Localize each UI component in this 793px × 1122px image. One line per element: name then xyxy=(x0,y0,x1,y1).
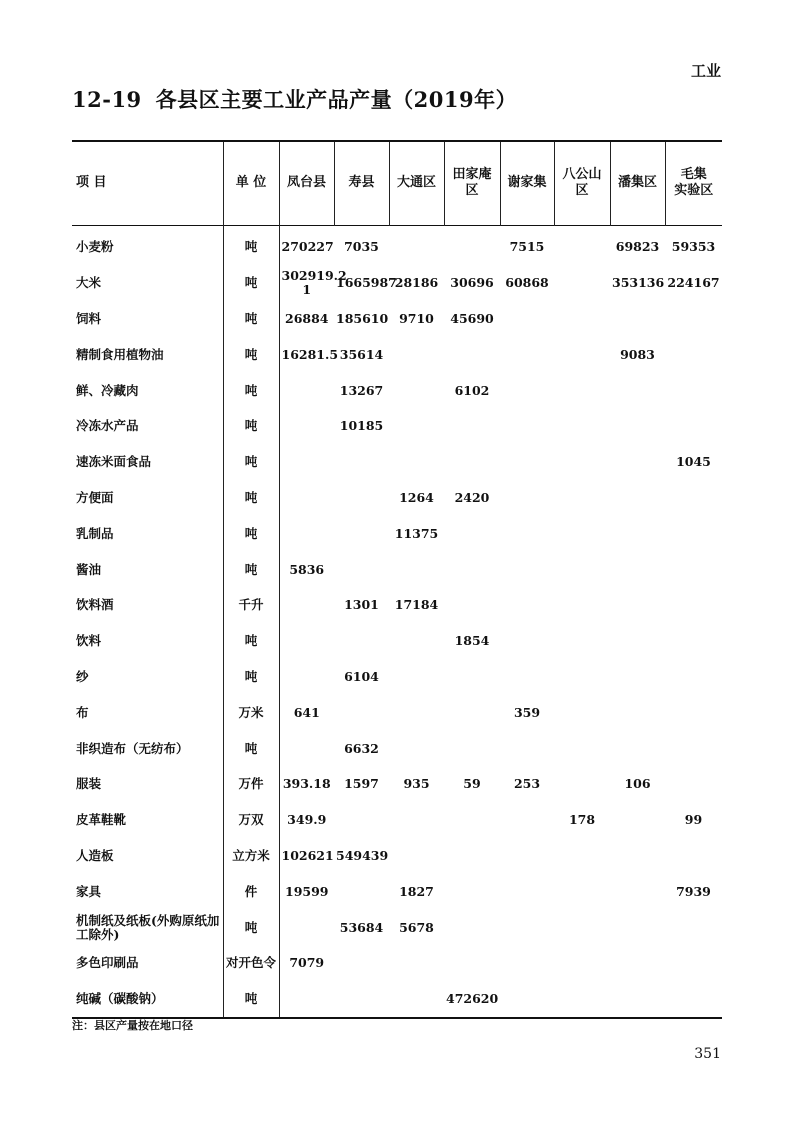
value-cell xyxy=(334,552,389,588)
unit: 吨 xyxy=(223,444,279,480)
header-item: 项 目 xyxy=(72,141,223,225)
value-cell xyxy=(279,623,334,659)
value-cell: 270227 xyxy=(281,239,334,255)
header-district: 大通区 xyxy=(389,141,444,225)
product-name: 乳制品 xyxy=(72,516,223,552)
value-cell: 6104 xyxy=(344,668,379,684)
value-cell xyxy=(279,659,334,695)
unit: 吨 xyxy=(223,337,279,373)
value-cell: 1301 xyxy=(344,597,379,613)
value-cell xyxy=(444,838,500,874)
unit: 吨 xyxy=(223,480,279,516)
production-table xyxy=(72,140,722,1019)
value-cell xyxy=(554,301,610,337)
table-row xyxy=(72,731,722,767)
value-cell: 5836 xyxy=(289,561,325,577)
product-name: 饮料酒 xyxy=(72,587,223,623)
product-name: 布 xyxy=(72,695,223,731)
value-cell xyxy=(610,659,665,695)
value-cell: 935 xyxy=(403,776,430,792)
value-cell xyxy=(444,552,500,588)
value-cell xyxy=(500,659,554,695)
value-cell xyxy=(665,408,722,444)
value-cell: 53684 xyxy=(339,919,384,935)
value-cell: 26884 xyxy=(285,310,329,326)
header-district: 潘集区 xyxy=(610,141,665,225)
product-name: 非织造布（无纺布） xyxy=(72,731,223,767)
product-name: 速冻米面食品 xyxy=(72,444,223,480)
value-cell xyxy=(610,945,665,981)
value-cell: 253 xyxy=(513,776,541,792)
header-district: 田家庵区 xyxy=(444,141,500,225)
value-cell xyxy=(444,695,500,731)
page-title xyxy=(72,84,517,114)
value-cell: 10185 xyxy=(339,418,384,434)
product-name: 纯碱（碳酸钠） xyxy=(72,981,223,1018)
value-cell xyxy=(500,301,554,337)
value-cell xyxy=(554,945,610,981)
table-row xyxy=(72,659,722,695)
value-cell xyxy=(444,516,500,552)
value-cell xyxy=(554,623,610,659)
value-cell: 59 xyxy=(463,776,481,792)
value-cell xyxy=(444,408,500,444)
product-name: 冷冻水产品 xyxy=(72,408,223,444)
value-cell xyxy=(665,945,722,981)
value-cell xyxy=(500,480,554,516)
value-cell xyxy=(610,910,665,946)
product-name: 鲜、冷藏肉 xyxy=(72,373,223,409)
value-cell: 1597 xyxy=(344,776,379,792)
value-cell xyxy=(665,337,722,373)
value-cell xyxy=(500,516,554,552)
value-cell xyxy=(665,731,722,767)
value-cell xyxy=(610,552,665,588)
value-cell: 353136 xyxy=(612,275,665,291)
value-cell xyxy=(554,731,610,767)
value-cell xyxy=(554,981,610,1018)
product-name: 饲料 xyxy=(72,301,223,337)
value-cell xyxy=(665,910,722,946)
value-cell xyxy=(334,695,389,731)
value-cell xyxy=(610,874,665,910)
value-cell xyxy=(610,802,665,838)
value-cell: 17184 xyxy=(394,597,439,613)
value-cell xyxy=(500,337,554,373)
unit: 万米 xyxy=(223,695,279,731)
table-row xyxy=(72,945,722,981)
value-cell: 359 xyxy=(513,704,541,720)
value-cell: 19599 xyxy=(285,883,329,899)
value-cell: 1045 xyxy=(676,454,711,470)
value-cell: 1264 xyxy=(399,489,434,505)
value-cell xyxy=(389,945,444,981)
value-cell xyxy=(389,838,444,874)
table-row xyxy=(72,874,722,910)
value-cell xyxy=(334,516,389,552)
value-cell xyxy=(389,623,444,659)
value-cell xyxy=(554,910,610,946)
value-cell xyxy=(500,981,554,1018)
table-title: 各县区主要工业产品产量（2019年） xyxy=(155,87,518,112)
value-cell xyxy=(389,373,444,409)
value-cell xyxy=(500,408,554,444)
unit: 吨 xyxy=(223,623,279,659)
table-header xyxy=(72,141,722,225)
value-cell xyxy=(610,981,665,1018)
table-row xyxy=(72,981,722,1018)
value-cell xyxy=(444,874,500,910)
value-cell xyxy=(444,225,500,265)
unit: 吨 xyxy=(223,516,279,552)
value-cell xyxy=(500,731,554,767)
value-cell xyxy=(500,444,554,480)
unit: 吨 xyxy=(223,225,279,265)
value-cell xyxy=(610,301,665,337)
value-cell xyxy=(554,444,610,480)
page-number: 351 xyxy=(694,1046,721,1062)
table-row xyxy=(72,516,722,552)
value-cell: 7515 xyxy=(509,239,545,255)
unit: 吨 xyxy=(223,659,279,695)
value-cell: 60868 xyxy=(505,275,549,291)
value-cell xyxy=(610,444,665,480)
value-cell: 69823 xyxy=(615,239,660,255)
product-name: 纱 xyxy=(72,659,223,695)
value-cell: 5678 xyxy=(399,919,434,935)
value-cell xyxy=(554,265,610,301)
value-cell xyxy=(279,910,334,946)
table-row xyxy=(72,623,722,659)
value-cell xyxy=(389,444,444,480)
value-cell: 472620 xyxy=(446,991,499,1007)
value-cell xyxy=(279,731,334,767)
table-row xyxy=(72,301,722,337)
value-cell xyxy=(554,874,610,910)
value-cell xyxy=(554,373,610,409)
value-cell: 7079 xyxy=(289,955,325,971)
table-row xyxy=(72,552,722,588)
product-name: 机制纸及纸板(外购原纸加工除外) xyxy=(72,910,223,946)
value-cell xyxy=(610,516,665,552)
table-row xyxy=(72,444,722,480)
value-cell: 28186 xyxy=(394,275,439,291)
section-tag: 工业 xyxy=(690,62,721,80)
value-cell xyxy=(665,695,722,731)
value-cell xyxy=(279,981,334,1018)
value-cell xyxy=(665,301,722,337)
value-cell: 224167 xyxy=(667,275,720,291)
value-cell xyxy=(389,225,444,265)
table-row xyxy=(72,802,722,838)
product-name: 酱油 xyxy=(72,552,223,588)
value-cell: 2420 xyxy=(454,489,490,505)
value-cell xyxy=(500,802,554,838)
unit: 吨 xyxy=(223,981,279,1018)
value-cell xyxy=(444,945,500,981)
unit: 吨 xyxy=(223,552,279,588)
unit: 对开色令 xyxy=(223,945,279,981)
product-name: 家具 xyxy=(72,874,223,910)
header-district: 寿县 xyxy=(334,141,389,225)
value-cell xyxy=(279,587,334,623)
value-cell xyxy=(554,516,610,552)
unit: 吨 xyxy=(223,265,279,301)
product-name: 皮革鞋靴 xyxy=(72,802,223,838)
value-cell: 102621 xyxy=(281,847,334,863)
table-row xyxy=(72,373,722,409)
value-cell: 1854 xyxy=(454,633,490,649)
unit: 万双 xyxy=(223,802,279,838)
unit: 吨 xyxy=(223,301,279,337)
value-cell xyxy=(500,552,554,588)
value-cell xyxy=(554,225,610,265)
table-row xyxy=(72,838,722,874)
value-cell xyxy=(334,802,389,838)
value-cell xyxy=(389,802,444,838)
value-cell: 99 xyxy=(684,812,703,828)
product-name: 饮料 xyxy=(72,623,223,659)
table-row xyxy=(72,766,722,802)
value-cell xyxy=(665,587,722,623)
unit: 万件 xyxy=(223,766,279,802)
unit: 吨 xyxy=(223,910,279,946)
value-cell xyxy=(334,444,389,480)
table-row xyxy=(72,225,722,265)
value-cell xyxy=(500,623,554,659)
value-cell xyxy=(554,695,610,731)
value-cell xyxy=(279,408,334,444)
value-cell xyxy=(665,552,722,588)
table-row xyxy=(72,480,722,516)
header-unit: 单 位 xyxy=(223,141,279,225)
value-cell: 302919.2 1 xyxy=(281,268,347,298)
table-row xyxy=(72,408,722,444)
value-cell: 549439 xyxy=(336,847,389,863)
value-cell xyxy=(279,480,334,516)
value-cell xyxy=(610,838,665,874)
table-number: 12-19 xyxy=(72,87,142,112)
value-cell xyxy=(500,373,554,409)
value-cell xyxy=(334,623,389,659)
value-cell xyxy=(665,516,722,552)
unit: 立方米 xyxy=(223,838,279,874)
value-cell xyxy=(500,838,554,874)
table-row xyxy=(72,265,722,301)
value-cell xyxy=(444,337,500,373)
product-name: 服装 xyxy=(72,766,223,802)
value-cell xyxy=(500,587,554,623)
unit: 吨 xyxy=(223,373,279,409)
value-cell: 35614 xyxy=(339,346,384,362)
value-cell: 178 xyxy=(568,812,596,828)
value-cell xyxy=(500,910,554,946)
value-cell: 9083 xyxy=(620,346,655,362)
value-cell xyxy=(610,695,665,731)
value-cell xyxy=(334,874,389,910)
header-row xyxy=(72,141,722,225)
value-cell xyxy=(389,337,444,373)
value-cell xyxy=(610,587,665,623)
value-cell xyxy=(279,516,334,552)
value-cell: 6102 xyxy=(454,382,490,398)
value-cell: 6632 xyxy=(344,740,379,756)
value-cell: 13267 xyxy=(339,382,384,398)
value-cell xyxy=(444,731,500,767)
table-row xyxy=(72,587,722,623)
value-cell xyxy=(444,659,500,695)
value-cell: 16281.5 xyxy=(281,346,339,362)
value-cell xyxy=(665,981,722,1018)
value-cell xyxy=(389,408,444,444)
header-district: 凤台县 xyxy=(279,141,334,225)
value-cell xyxy=(444,910,500,946)
value-cell xyxy=(610,623,665,659)
value-cell xyxy=(334,480,389,516)
unit: 件 xyxy=(223,874,279,910)
value-cell: 9710 xyxy=(399,310,434,326)
value-cell xyxy=(665,766,722,802)
value-cell xyxy=(665,373,722,409)
value-cell xyxy=(554,552,610,588)
value-cell xyxy=(610,373,665,409)
value-cell: 1827 xyxy=(399,883,434,899)
table-row xyxy=(72,910,722,946)
value-cell: 59353 xyxy=(671,239,716,255)
footnote: 注：县区产量按在地口径 xyxy=(72,1019,193,1032)
product-name: 人造板 xyxy=(72,838,223,874)
header-district: 八公山区 xyxy=(554,141,610,225)
value-cell xyxy=(665,659,722,695)
value-cell xyxy=(665,480,722,516)
product-name: 精制食用植物油 xyxy=(72,337,223,373)
value-cell xyxy=(444,802,500,838)
value-cell xyxy=(279,373,334,409)
table-row xyxy=(72,337,722,373)
value-cell xyxy=(389,695,444,731)
value-cell: 45690 xyxy=(450,310,494,326)
value-cell xyxy=(279,444,334,480)
value-cell xyxy=(500,874,554,910)
value-cell xyxy=(389,731,444,767)
value-cell xyxy=(610,480,665,516)
value-cell: 641 xyxy=(293,704,320,720)
value-cell: 30696 xyxy=(450,275,494,291)
value-cell: 7939 xyxy=(676,883,711,899)
table-row xyxy=(72,695,722,731)
value-cell xyxy=(334,981,389,1018)
value-cell xyxy=(554,480,610,516)
table-body xyxy=(72,225,722,1018)
value-cell xyxy=(554,766,610,802)
value-cell xyxy=(444,587,500,623)
value-cell xyxy=(334,945,389,981)
value-cell: 349.9 xyxy=(287,812,327,828)
value-cell xyxy=(389,659,444,695)
value-cell xyxy=(444,444,500,480)
value-cell xyxy=(554,337,610,373)
unit: 吨 xyxy=(223,408,279,444)
unit: 千升 xyxy=(223,587,279,623)
value-cell: 7035 xyxy=(344,239,379,255)
value-cell xyxy=(665,623,722,659)
value-cell xyxy=(610,408,665,444)
value-cell xyxy=(554,408,610,444)
value-cell: 185610 xyxy=(336,310,389,326)
value-cell xyxy=(554,838,610,874)
value-cell xyxy=(389,981,444,1018)
value-cell: 11375 xyxy=(394,525,439,541)
value-cell xyxy=(500,945,554,981)
product-name: 多色印刷品 xyxy=(72,945,223,981)
value-cell xyxy=(389,552,444,588)
value-cell: 106 xyxy=(624,776,651,792)
product-name: 大米 xyxy=(72,265,223,301)
value-cell xyxy=(554,659,610,695)
product-name: 方便面 xyxy=(72,480,223,516)
header-district: 谢家集 xyxy=(500,141,554,225)
product-name: 小麦粉 xyxy=(72,225,223,265)
unit: 吨 xyxy=(223,731,279,767)
value-cell xyxy=(610,731,665,767)
value-cell xyxy=(554,587,610,623)
header-district: 毛集 实验区 xyxy=(674,167,714,199)
value-cell xyxy=(665,838,722,874)
value-cell: 1665987 xyxy=(336,275,397,291)
value-cell: 393.18 xyxy=(282,776,331,792)
